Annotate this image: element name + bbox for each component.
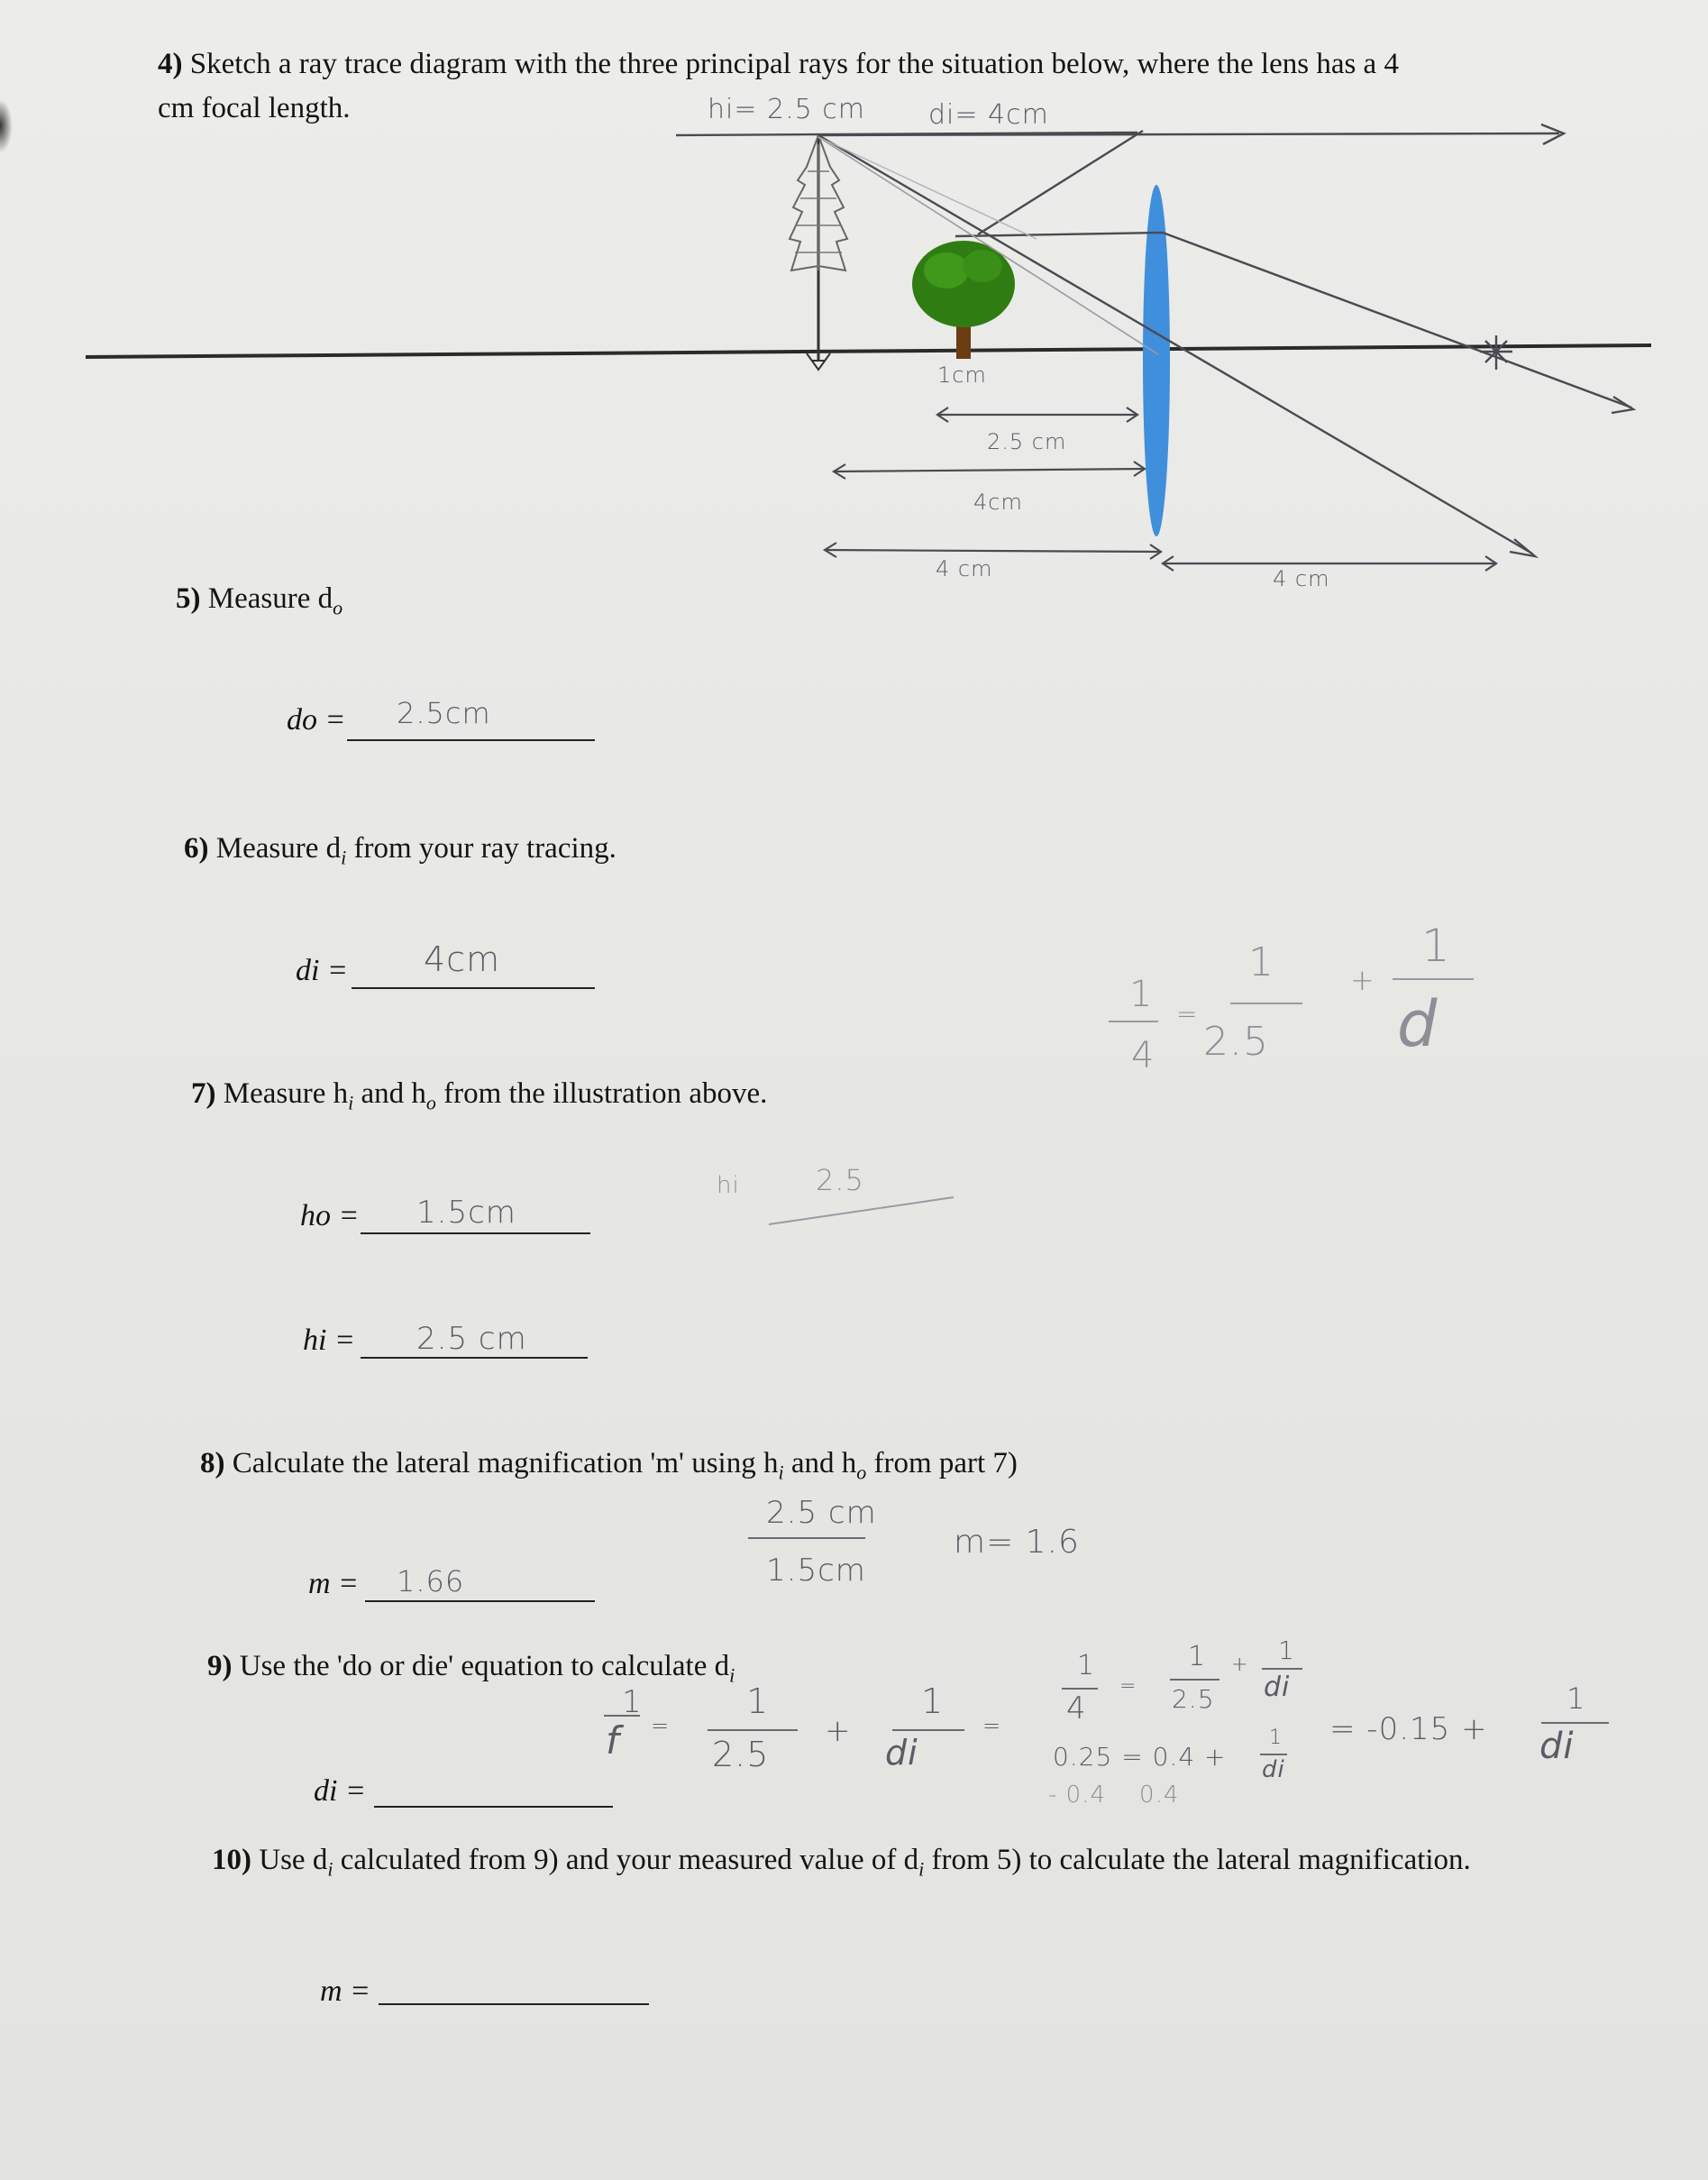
- q9-work-c-den: 4: [1066, 1690, 1087, 1727]
- scratch-equals: =: [1176, 999, 1199, 1029]
- scratch-lens-equation: [1095, 920, 1492, 1091]
- dimension-label-1cm: 1cm: [937, 362, 987, 388]
- question-10-subscript-1: i: [327, 1857, 333, 1881]
- object-tree-green: [912, 241, 1015, 359]
- scratch-frac-3-num: 1: [1421, 920, 1451, 972]
- q9-work-b-num: 1: [921, 1681, 945, 1721]
- ho-label: ho =: [300, 1199, 360, 1232]
- hi-label: hi =: [303, 1324, 355, 1357]
- scratch-frac-1-den: 4: [1131, 1035, 1155, 1076]
- m-answer-line-q10[interactable]: [379, 2003, 649, 2005]
- ho-answer: 1.5cm: [416, 1195, 516, 1231]
- q9-work-d-num: 1: [1188, 1641, 1207, 1672]
- principal-axis: [86, 345, 1651, 357]
- question-10-number: 10): [212, 1844, 251, 1876]
- q9-work-a-num: 1: [746, 1681, 770, 1721]
- question-5-number: 5): [176, 582, 201, 615]
- question-10-text-mid: calculated from 9) and your measured value of d: [333, 1844, 919, 1876]
- magnification-side-note: m= 1.6: [954, 1524, 1080, 1561]
- di-label-q9: di =: [314, 1774, 366, 1808]
- question-8-subscript-i: i: [778, 1461, 784, 1484]
- q9-work-b-bar: [892, 1729, 964, 1731]
- magnification-fraction-bar: [748, 1537, 865, 1539]
- question-4-text: Sketch a ray trace diagram with the three principal rays for the situation below, where the lens has a 4: [189, 48, 1399, 80]
- q9-work-r-bar: [1541, 1722, 1609, 1724]
- question-5-subscript: o: [333, 596, 343, 619]
- hi-note: hi= 2.5 cm: [708, 94, 865, 125]
- q9-work-r-den: di: [1539, 1726, 1575, 1767]
- q9-work-result: = -0.15 +: [1329, 1711, 1488, 1747]
- question-9-subscript: i: [729, 1663, 735, 1687]
- question-10: [212, 1839, 1471, 1891]
- dimension-label-4cm-a: 4cm: [973, 490, 1023, 515]
- ho-answer-line[interactable]: [361, 1232, 590, 1234]
- question-10-text-pre: Use d: [259, 1844, 328, 1876]
- dimension-label-4cm-c: 4 cm: [1273, 566, 1330, 591]
- question-6-text-post: from your ray tracing.: [346, 832, 617, 865]
- m-label-q8: m =: [308, 1567, 359, 1600]
- question-7-text-post: from the illustration above.: [435, 1077, 768, 1110]
- question-6: [184, 828, 617, 879]
- m-answer-line-q8[interactable]: [365, 1600, 595, 1602]
- scratch-frac-3-den: d: [1397, 987, 1439, 1061]
- scratch-frac-1-bar: [1109, 1021, 1158, 1022]
- question-9-text-pre: Use the 'do or die' equation to calculate d: [239, 1650, 730, 1682]
- q9-work-e-bar: [1262, 1668, 1302, 1670]
- question-8: [200, 1443, 1018, 1494]
- scratch-frac-2-den: 2.5: [1203, 1019, 1269, 1065]
- q9-work-d-bar: [1170, 1679, 1219, 1681]
- hi-answer-line[interactable]: [361, 1357, 588, 1359]
- hi-answer: 2.5 cm: [416, 1321, 527, 1357]
- dimension-label-2-5cm: 2.5 cm: [987, 429, 1067, 454]
- q9-work-c-num: 1: [1077, 1650, 1096, 1681]
- scratch-hi-value: 2.5: [816, 1163, 864, 1197]
- magnification-fraction-numerator: 2.5 cm: [766, 1495, 877, 1531]
- question-10-subscript-2: i: [918, 1857, 925, 1881]
- question-4-number: 4): [158, 48, 183, 80]
- q9-work-line3: - 0.4 0.4: [1048, 1782, 1180, 1809]
- di-answer: 4cm: [424, 939, 501, 979]
- question-7-text-mid: and h: [353, 1077, 426, 1110]
- q9-work-a-den: 2.5: [712, 1735, 770, 1774]
- question-7: [191, 1073, 767, 1124]
- q9-work-b-den: di: [885, 1733, 918, 1772]
- q9-work-c-bar: [1062, 1688, 1098, 1690]
- do-label: do =: [287, 703, 346, 737]
- di-label: di =: [296, 954, 348, 987]
- di-note: di= 4cm: [928, 99, 1049, 131]
- m-label-q10: m =: [320, 1974, 370, 2008]
- q9-work-r-num: 1: [1566, 1681, 1586, 1716]
- question-8-text-pre: Calculate the lateral magnification 'm' using h: [232, 1447, 779, 1479]
- scratch-hi: hi: [717, 1172, 740, 1199]
- scratch-frac-3-bar: [1393, 978, 1474, 980]
- question-4-text-line2: cm focal length.: [158, 92, 351, 124]
- scratch-frac-2-num: 1: [1248, 939, 1274, 985]
- q9-work-e-den: di: [1264, 1672, 1291, 1703]
- question-6-number: 6): [184, 832, 209, 865]
- q9-work-d-den: 2.5: [1172, 1684, 1215, 1714]
- scratch-plus: +: [1350, 963, 1375, 997]
- scratch-frac-2-bar: [1230, 1003, 1302, 1004]
- converging-lens: [1143, 185, 1170, 536]
- do-answer-line[interactable]: [347, 739, 595, 741]
- q9-work-a-bar: [708, 1729, 798, 1731]
- q9-work-e-num: 1: [1278, 1635, 1295, 1665]
- q9-work-f-bar: [604, 1715, 640, 1717]
- question-8-text-mid: and h: [783, 1447, 857, 1479]
- question-8-text-post: from part 7): [866, 1447, 1018, 1479]
- question-7-subscript-i: i: [348, 1091, 354, 1114]
- question-5: [176, 578, 343, 629]
- do-answer: 2.5cm: [397, 696, 491, 730]
- di-answer-line[interactable]: [352, 987, 595, 989]
- q9-work-line2-frac-bar: [1260, 1754, 1287, 1755]
- dimension-label-4cm-b: 4 cm: [936, 556, 993, 582]
- question-7-text-pre: Measure h: [223, 1077, 349, 1110]
- question-9-number: 9): [207, 1650, 233, 1682]
- question-6-text-pre: Measure d: [215, 832, 342, 865]
- scratch-frac-1-num: 1: [1129, 974, 1154, 1015]
- question-7-number: 7): [191, 1077, 216, 1110]
- di-answer-line-q9[interactable]: [374, 1806, 613, 1808]
- q9-work-f-den: f: [606, 1718, 620, 1763]
- magnification-fraction-denominator: 1.5cm: [766, 1553, 866, 1589]
- m-answer-q8: 1.66: [397, 1564, 465, 1598]
- q9-work-line2: 0.25 = 0.4 +: [1053, 1742, 1227, 1772]
- question-10-text-post: from 5) to calculate the lateral magnification.: [924, 1844, 1471, 1876]
- question-8-number: 8): [200, 1447, 225, 1479]
- image-tree-pine: [790, 135, 847, 370]
- question-7-subscript-o: o: [425, 1091, 436, 1114]
- question-6-subscript: i: [341, 846, 347, 869]
- question-8-subscript-o: o: [856, 1461, 867, 1484]
- q9-work-line2-frac-num: 1: [1269, 1727, 1283, 1749]
- q9-work: 1 f = 1 2.5 + 1 di = 1 4 = 1 2.5 + 1 di 0.25 = 0.4 + 1 di - 0.4 0.4 = -0.15 + 1 di: [586, 1641, 1631, 1821]
- q9-work-f-num: 1: [622, 1684, 643, 1720]
- focal-point-mark: [1480, 335, 1512, 370]
- q9-work-line2-frac-den: di: [1262, 1756, 1285, 1783]
- question-5-text: Measure d: [207, 582, 333, 615]
